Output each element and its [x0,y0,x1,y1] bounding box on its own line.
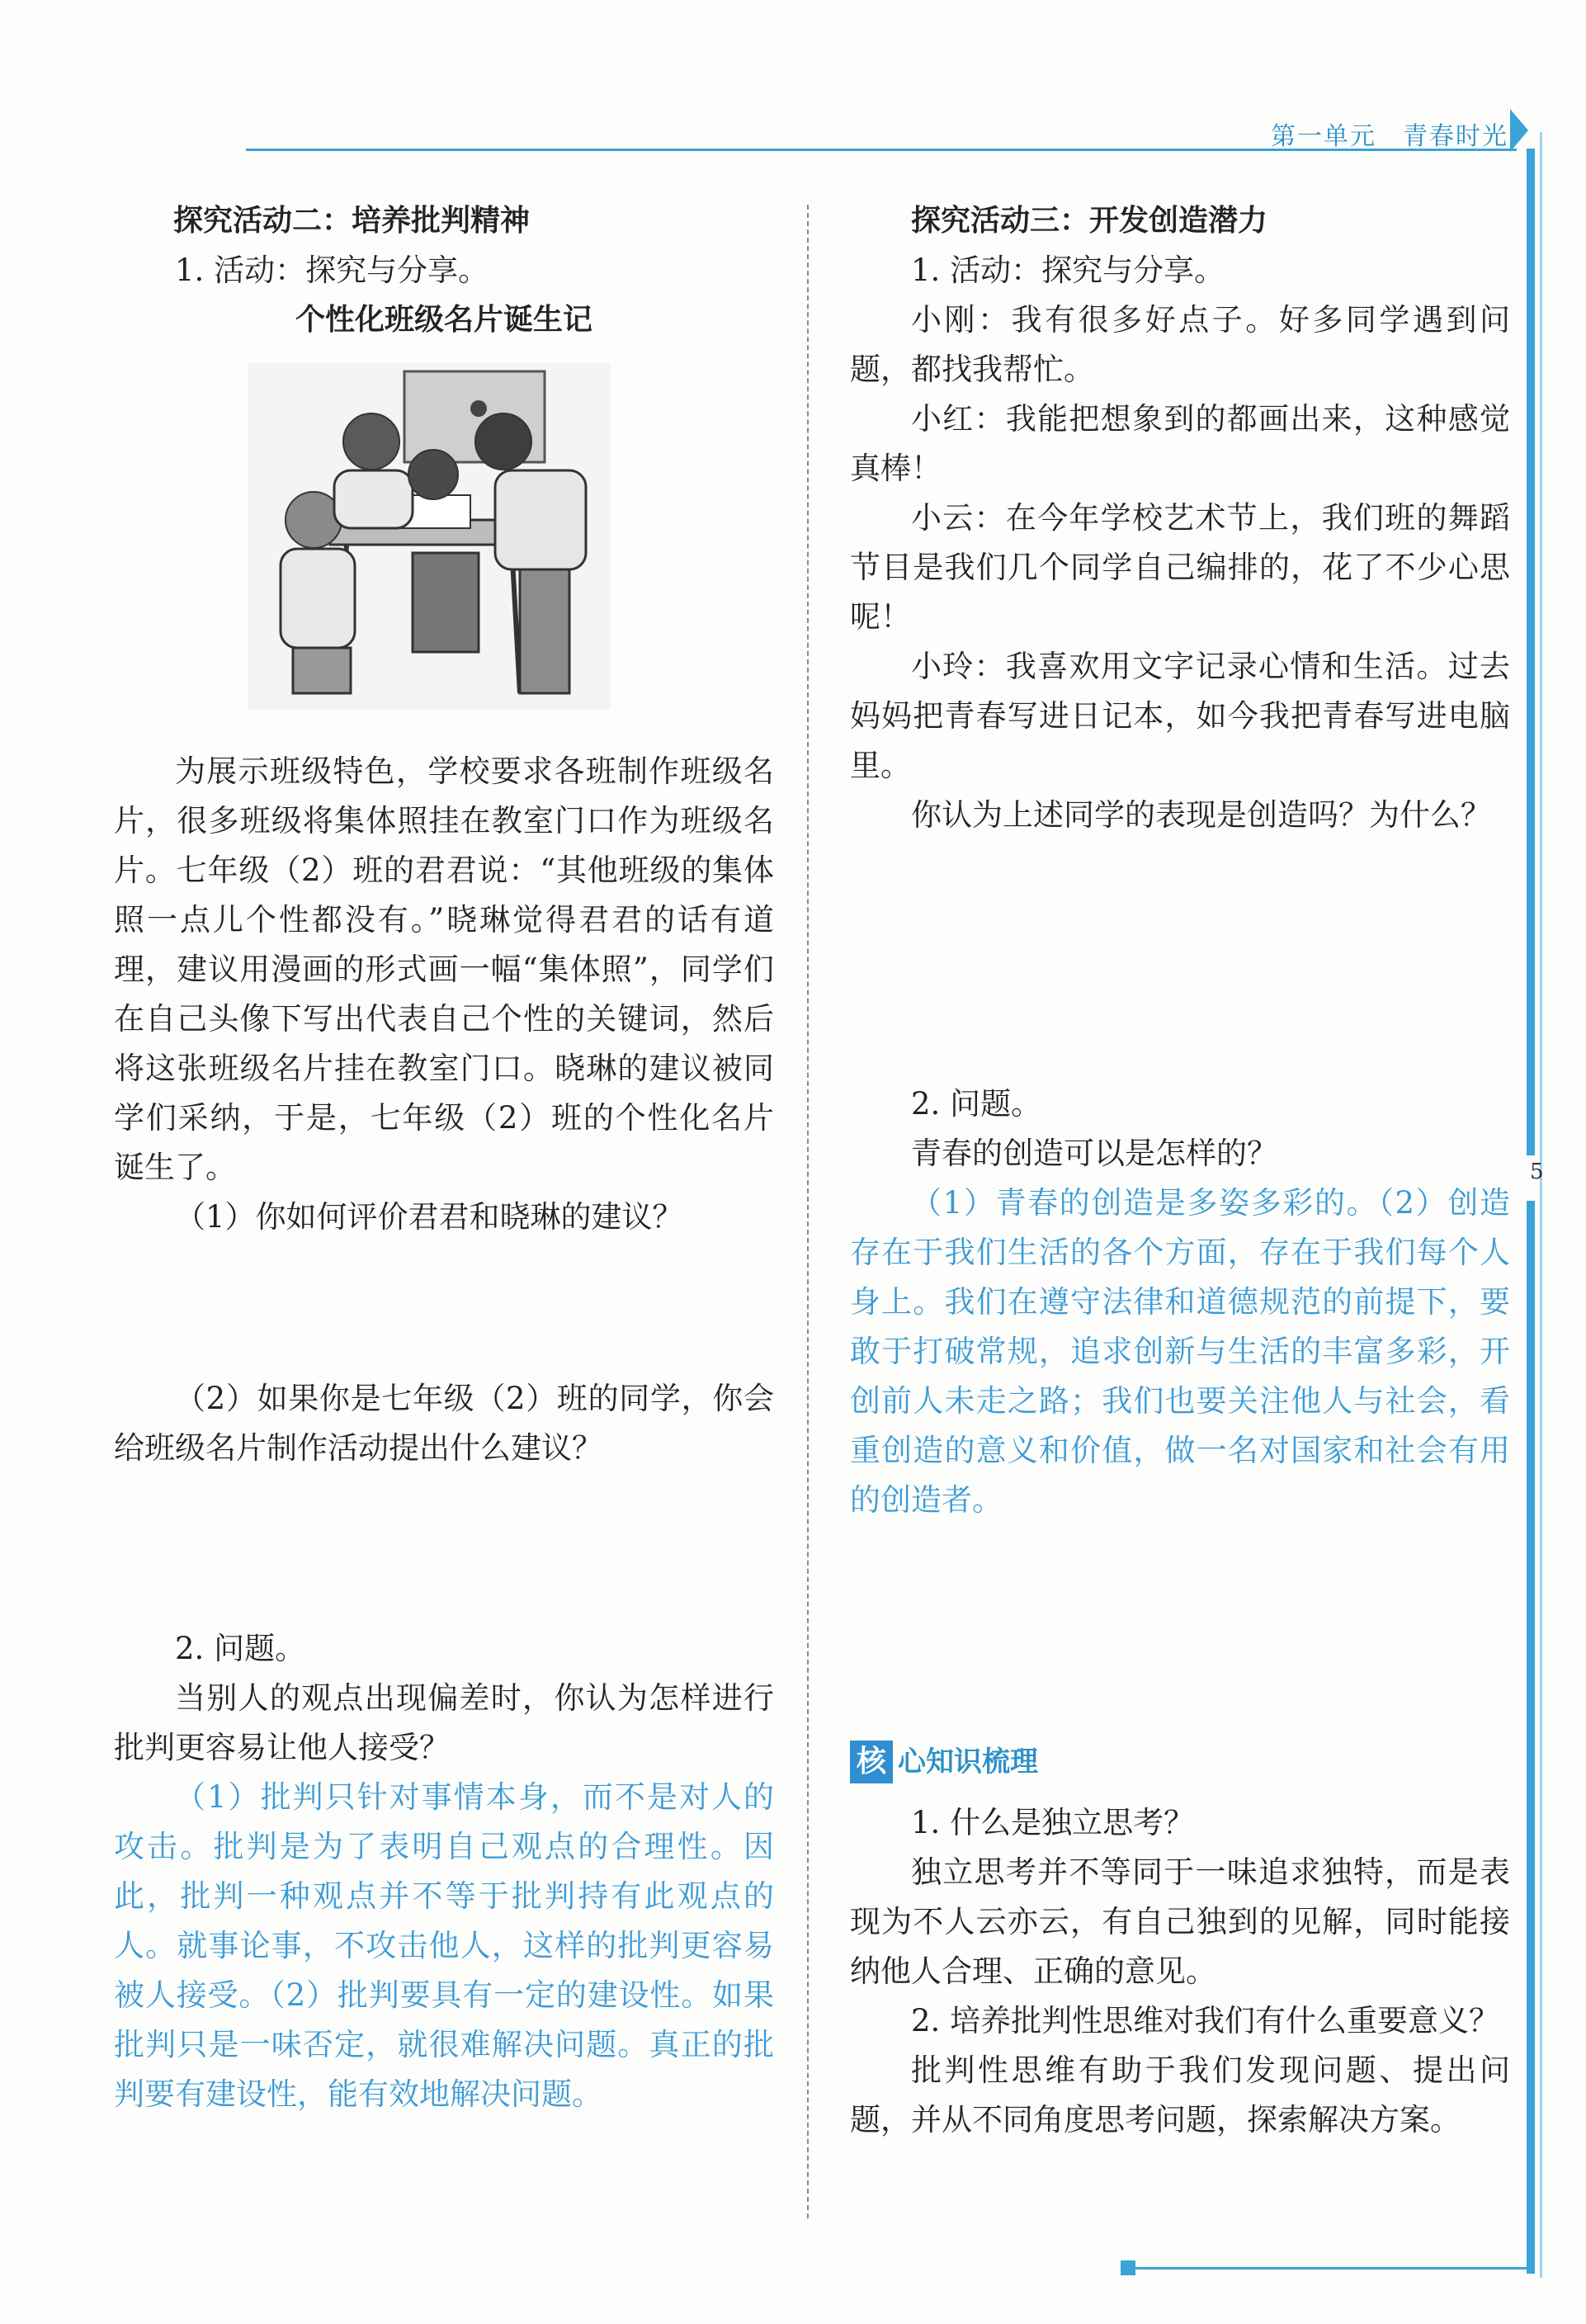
header-tab-marker [1510,109,1528,152]
core-knowledge-heading [850,1737,1510,1787]
problem-text-right: 青春的创造可以是怎样的？ [911,1136,1277,1171]
right-problem-block [850,1079,1510,1525]
left-problem-block [114,1624,774,2119]
story-title: 个性化班级名片诞生记 [295,303,592,337]
dialogue-question: 你认为上述同学的表现是创造吗？为什么？ [911,797,1491,833]
page-number: 5 [1530,1160,1544,1184]
core-title: 心知识梳理 [898,1745,1038,1778]
dialogue-line: 小刚：我有很多好点子。好多同学遇到问题，都找我帮忙。 [850,302,1510,387]
footer-rule [1130,2267,1535,2270]
left-column [114,196,774,345]
answer-text-right: （1）青春的创造是多姿多彩的。（2）创造存在于我们生活的各个方面，存在于我们每个人身上。我们在遵守法律和道德规范的前提下，要敢于打破常规，追求创新与生活的丰富多彩，开创前人未走之路；我们也要关注他人与社会，看重创造的意义和价值，做一名对国家和社会有用的创造者。 [850,1185,1510,1518]
left-question-2 [114,1374,774,1473]
problem-label-right: 2. 问题。 [911,1086,1042,1122]
right-column [850,196,1510,840]
problem-label: 2. 问题。 [175,1631,306,1666]
left-column-body [114,747,774,1242]
problem-text: 当别人的观点出现偏差时，你认为怎样进行批判更容易让他人接受？ [114,1680,774,1765]
column-divider [807,205,809,2218]
activity-label-right: 1. 活动：探究与分享。 [911,253,1225,288]
dialogue-line: 小红：我能把想象到的都画出来，这种感觉真棒！ [850,401,1510,486]
core-badge: 核 [850,1741,893,1783]
page-edge-bar-bottom [1527,1201,1535,2274]
dialogue-line: 小云：在今年学校艺术节上，我们班的舞蹈节目是我们几个同学自己编排的，花了不少心思呢！ [850,500,1510,635]
unit-title: 第一单元 青春时光 [1271,122,1508,151]
dialogue-line: 小玲：我喜欢用文字记录心情和生活。过去妈妈把青春写进日记本，如今我把青春写进电脑里。 [850,649,1510,783]
activity-label: 1. 活动：探究与分享。 [175,253,489,288]
knowledge-answer-2: 批判性思维有助于我们发现问题、提出问题，并从不同角度思考问题，探索解决方案。 [850,2052,1510,2137]
knowledge-answer-1: 独立思考并不等同于一味追求独特，而是表现为不人云亦云，有自己独到的见解，同时能接纳他人合理、正确的意见。 [850,1854,1510,1989]
core-knowledge-block [850,1737,1510,2145]
classroom-illustration [248,363,611,710]
answer-text: （1）批判只针对事情本身，而不是对人的攻击。批判是为了表明自己观点的合理性。因此，批判一种观点并不等于批判持有此观点的人。就事论事，不攻击他人，这样的批判更容易被人接受。（2）批判要具有一定的建设性。如果批判只是一味否定，就很难解决问题。真正的批判要有建设性，能有效地解决问题。 [114,1779,774,2112]
knowledge-question-1: 1. 什么是独立思考？ [911,1805,1195,1840]
footer-square [1121,2260,1135,2275]
page-edge-bar-top [1527,149,1535,1155]
page-edge-line [1540,132,1542,2278]
section-heading: 探究活动二：培养批判精神 [173,204,531,238]
story-paragraph: 为展示班级特色，学校要求各班制作班级名片，很多班级将集体照挂在教室门口作为班级名片。七年级（2）班的君君说：“其他班级的集体照一点儿个性都没有。”晓琳觉得君君的话有道理，建议用漫画的形式画一幅“集体照”，同学们在自己头像下写出代表自己个性的关键词，然后将这张班级名片挂在教室门口。晓琳的建议被同学们采纳，于是，七年级（2）班的个性化名片诞生了。 [114,753,774,1185]
question-1: （1）你如何评价君君和晓琳的建议？ [175,1199,683,1235]
question-2: （2）如果你是七年级（2）班的同学，你会给班级名片制作活动提出什么建议？ [114,1381,774,1466]
knowledge-question-2: 2. 培养批判性思维对我们有什么重要意义？ [911,2003,1500,2038]
section-heading-right: 探究活动三：开发创造潜力 [911,204,1268,238]
